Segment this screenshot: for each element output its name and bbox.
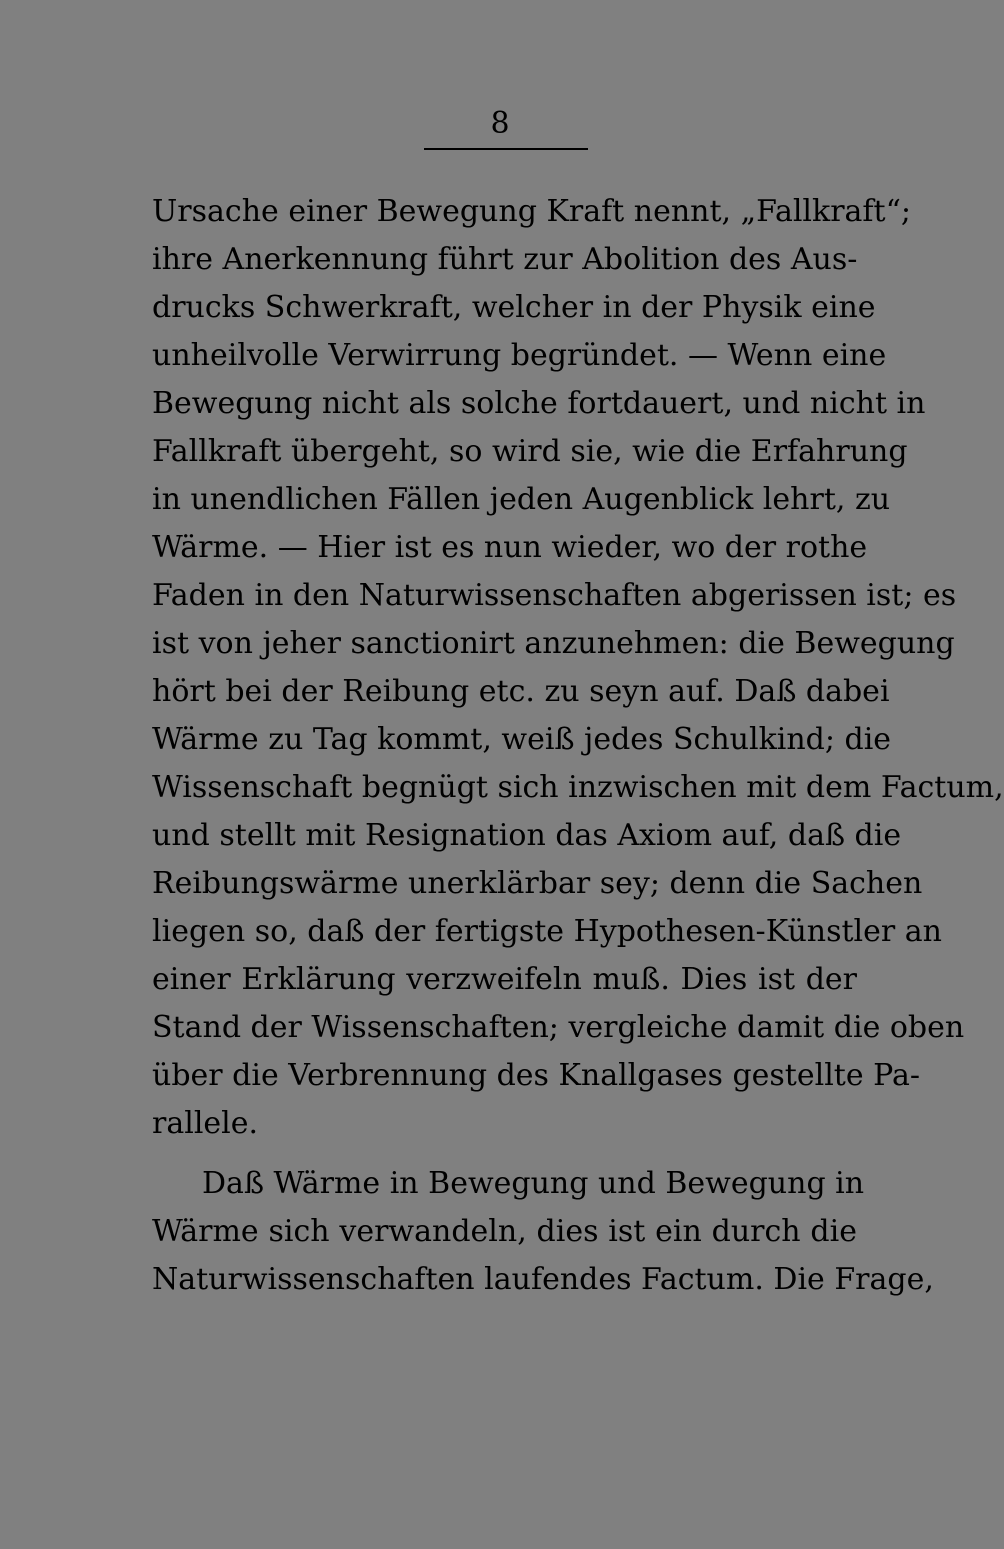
text-line: Stand der Wissenschaften; vergleiche damit die oben xyxy=(152,1010,965,1045)
page-number: 8 xyxy=(490,106,510,141)
text-line: Naturwissenschaften laufendes Factum. Die Frage, xyxy=(152,1262,934,1297)
text-line: einer Erklärung verzweifeln muß. Dies ist der xyxy=(152,962,857,997)
text-line: Reibungswärme unerklärbar sey; denn die Sachen xyxy=(152,866,923,901)
text-line: Wissenschaft begnügt sich inzwischen mit dem Factum, xyxy=(152,770,1004,805)
text-line: rallele. xyxy=(152,1106,259,1141)
text-line: Wärme sich verwandeln, dies ist ein durch die xyxy=(152,1214,857,1249)
header-rule xyxy=(424,148,588,150)
text-line: Fallkraft übergeht, so wird sie, wie die Erfahrung xyxy=(152,434,908,469)
body-text xyxy=(152,188,1004,1304)
paragraph-2 xyxy=(152,1160,934,1304)
text-line: und stellt mit Resignation das Axiom auf, daß die xyxy=(152,818,902,853)
text-line: Wärme. — Hier ist es nun wieder, wo der rothe xyxy=(152,530,868,565)
text-line: hört bei der Reibung etc. zu seyn auf. Daß dabei xyxy=(152,674,890,709)
text-line: unheilvolle Verwirrung begründet. — Wenn eine xyxy=(152,338,887,373)
text-line: Daß Wärme in Bewegung und Bewegung in xyxy=(202,1166,865,1201)
text-line: Bewegung nicht als solche fortdauert, und nicht in xyxy=(152,386,926,421)
text-line: über die Verbrennung des Knallgases gestellte Pa- xyxy=(152,1058,921,1093)
text-line: drucks Schwerkraft, welcher in der Physik eine xyxy=(152,290,876,325)
text-line: Faden in den Naturwissenschaften abgerissen ist; es xyxy=(152,578,957,613)
text-line: ihre Anerkennung führt zur Abolition des Aus- xyxy=(152,242,858,277)
text-line: ist von jeher sanctionirt anzunehmen: die Bewegung xyxy=(152,626,955,661)
text-line: Ursache einer Bewegung Kraft nennt, „Fallkraft“; xyxy=(152,194,912,229)
text-line: Wärme zu Tag kommt, weiß jedes Schulkind; die xyxy=(152,722,892,757)
text-line: liegen so, daß der fertigste Hypothesen-Künstler an xyxy=(152,914,942,949)
paragraph-1 xyxy=(152,188,1004,1148)
text-line: in unendlichen Fällen jeden Augenblick lehrt, zu xyxy=(152,482,891,517)
paragraph-gap xyxy=(152,1148,857,1160)
